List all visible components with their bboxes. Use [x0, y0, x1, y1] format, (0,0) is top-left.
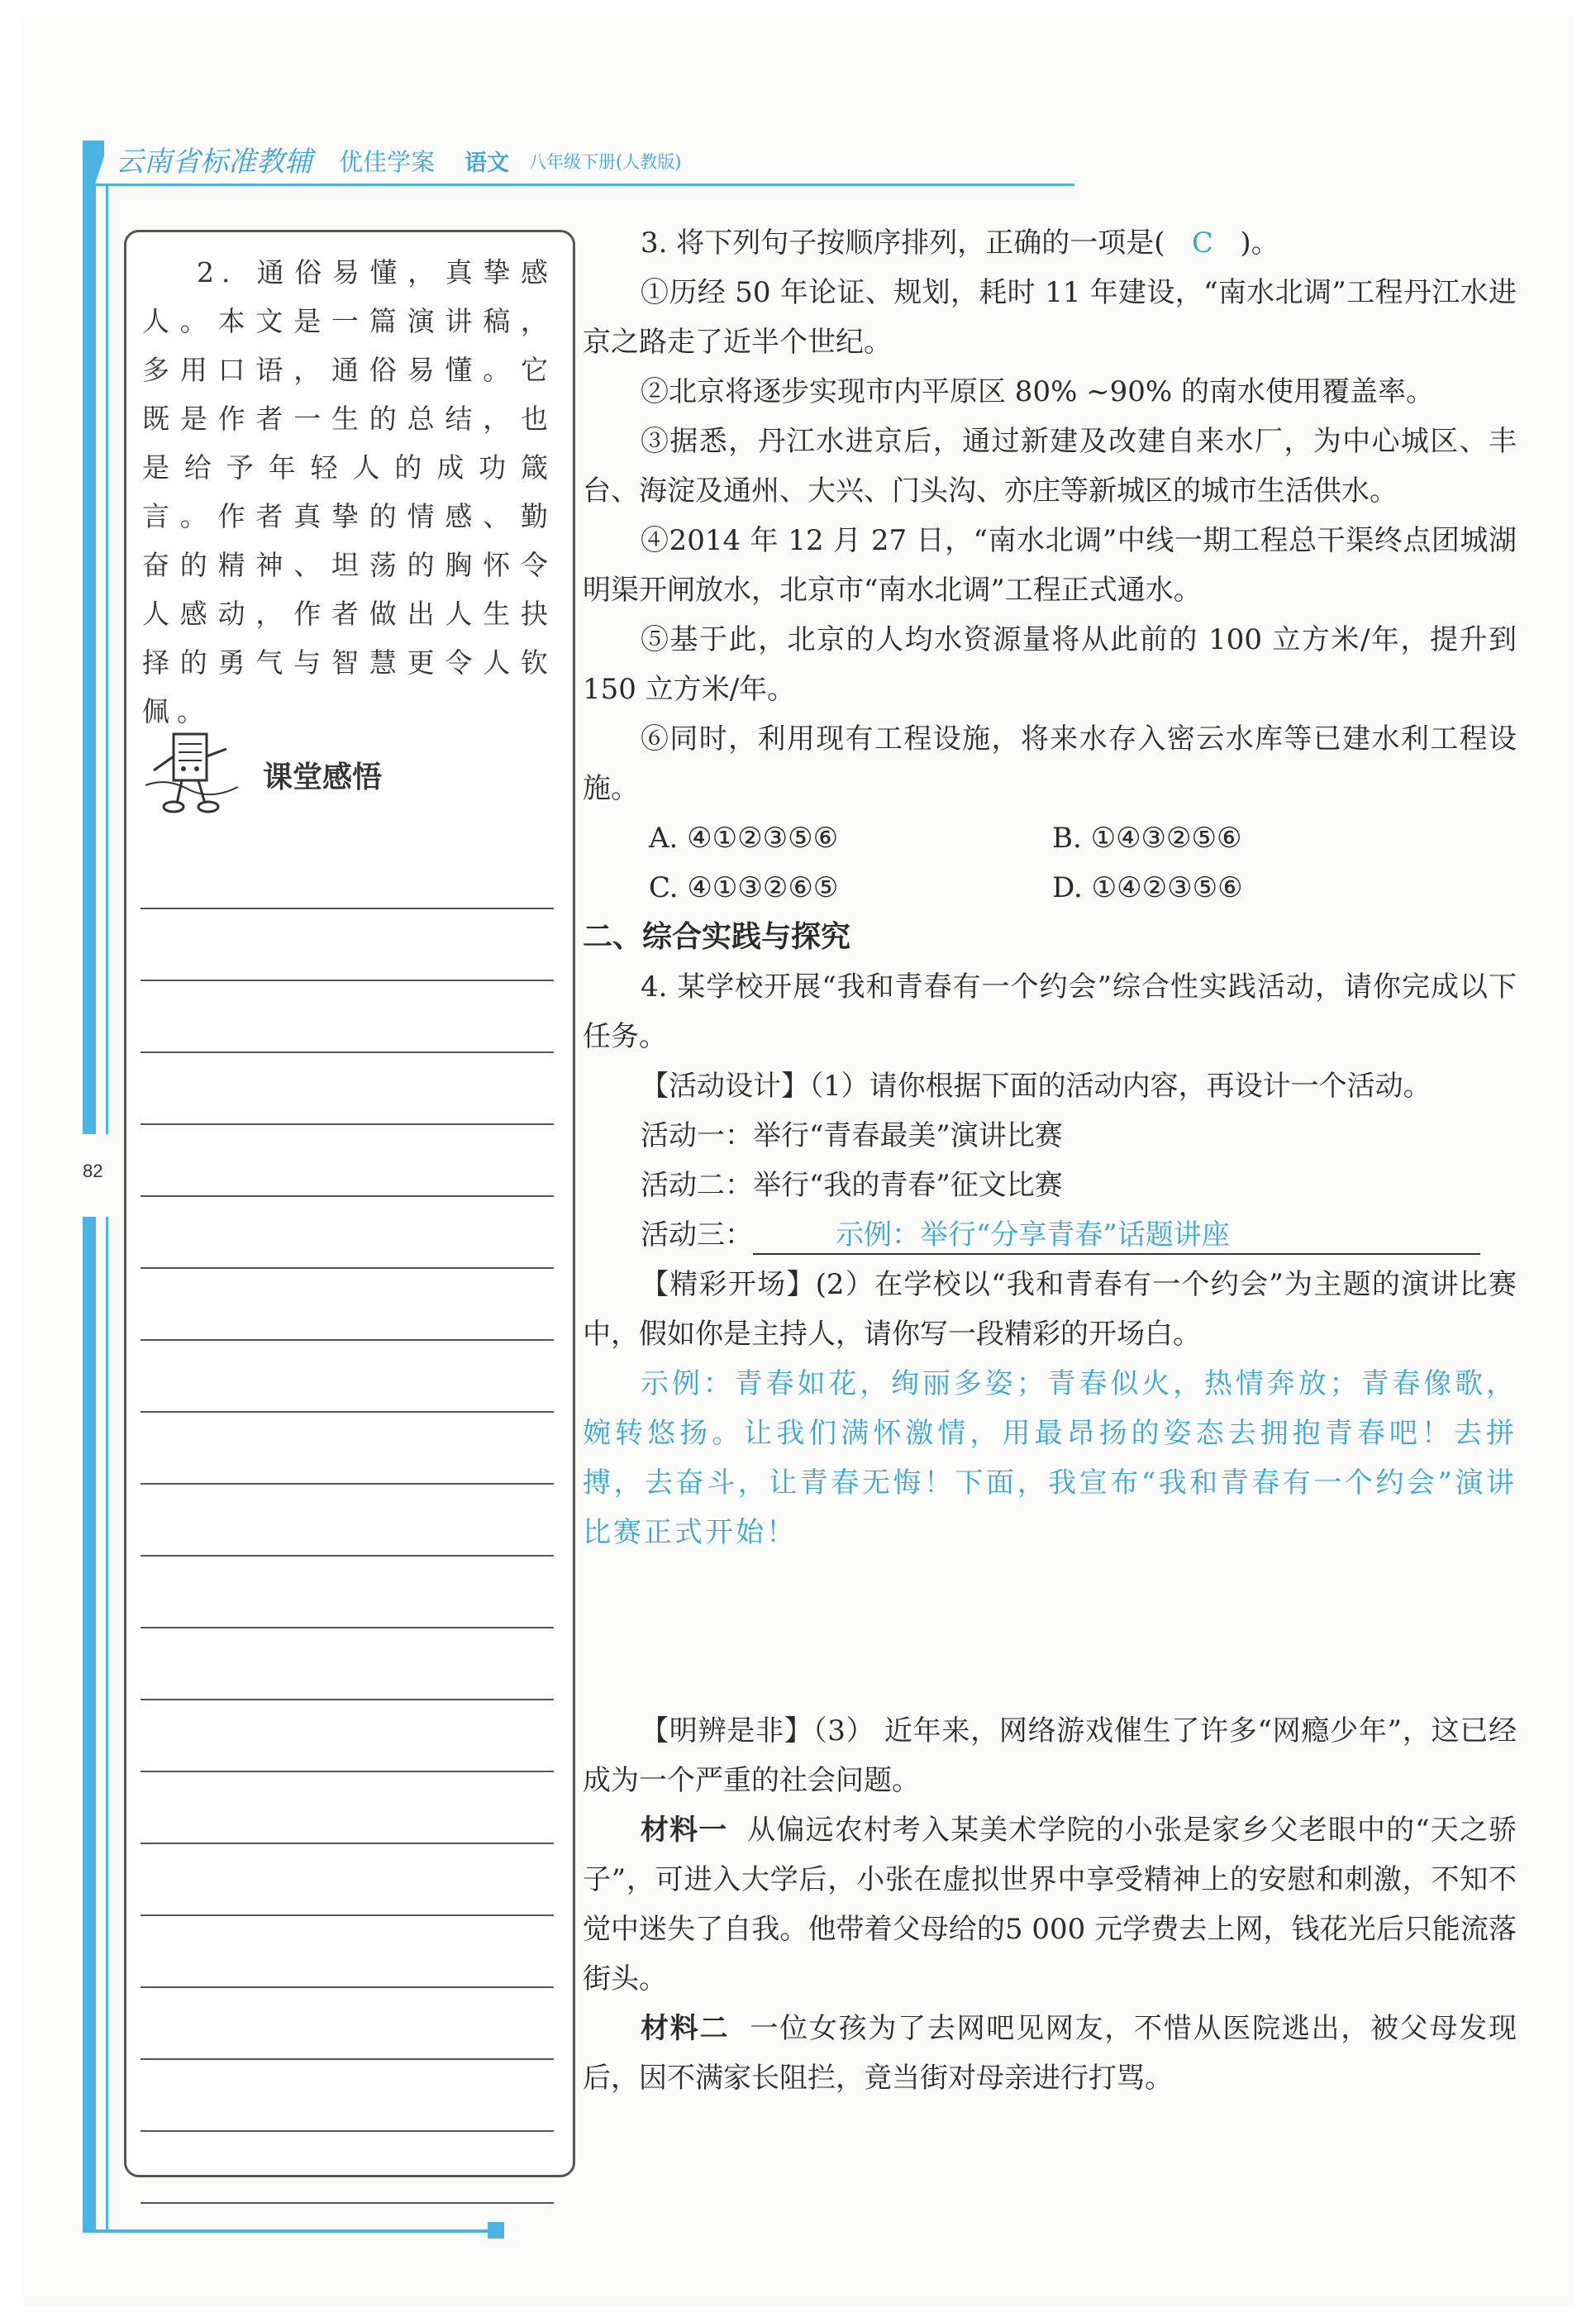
material-2-label: 材料二 — [641, 2012, 730, 2045]
question-3-options — [583, 813, 1517, 913]
notebook-character-icon — [142, 727, 241, 818]
opening-answer: 示例：青春如花，绚丽多姿；青春似火，热情奔放；青春像歌，婉转悠扬。让我们满怀激情，用最昂扬的姿态去拥抱青春吧！去拼搏，去奋斗，让青春无悔！下面，我宣布“我和青春有一个约会”演讲比赛正式开始！ — [583, 1367, 1517, 1549]
answer-space — [583, 1557, 1517, 1706]
sentence-2: ②北京将逐步实现市内平原区 80% ~90% 的南水使用覆盖率。 — [641, 375, 1435, 408]
sentence-4: ④2014 年 12 月 27 日，“南水北调”中线一期工程总干渠终点团城湖明渠开闸放水，北京市“南水北调”工程正式通水。 — [583, 524, 1517, 607]
grade-label: 八年级下册(人教版) — [529, 152, 682, 172]
judge-prompt: 【明辨是非】（3） 近年来，网络游戏催生了许多“网瘾少年”，这已经成为一个严重的社会问题。 — [583, 1714, 1517, 1797]
activity-design-label: 【活动设计】 — [641, 1070, 809, 1103]
writing-line — [141, 1986, 554, 1988]
subject-name: 语文 — [465, 150, 509, 176]
option-a: A. ④①②③⑤⑥ — [649, 822, 839, 855]
option-d: D. ①④②③⑤⑥ — [1052, 871, 1243, 904]
section-2-title: 二、综合实践与探究 — [583, 920, 851, 954]
writing-line — [141, 1914, 554, 1916]
writing-line — [141, 2058, 554, 2060]
writing-line — [141, 980, 554, 981]
writing-lines — [141, 908, 554, 2274]
opening-label: 【精彩开场】 — [641, 1268, 816, 1301]
writing-line — [141, 1195, 554, 1197]
writing-line — [141, 1843, 554, 1844]
question-4-intro: 4. 某学校开展“我和青春有一个约会”综合性实践活动，请你完成以下任务。 — [583, 970, 1517, 1053]
activity-3: 活动三： 示例：举行“分享青春”话题讲座 — [583, 1210, 1517, 1260]
sentence-6: ⑥同时，利用现有工程设施，将来水存入密云水库等已建水利工程设施。 — [583, 722, 1517, 805]
sidebar-text — [142, 248, 555, 736]
writing-line — [141, 1123, 554, 1125]
writing-line — [141, 2202, 554, 2204]
writing-line — [141, 1699, 554, 1700]
writing-line — [141, 2130, 554, 2132]
activity-1: 活动一：举行“青春最美”演讲比赛 — [641, 1119, 1063, 1152]
sidebar-paragraph: 2. 通俗易懂，真挚感人。本文是一篇演讲稿，多用口语，通俗易懂。它既是作者一生的总结，也是给予年轻人的成功箴言。作者真挚的情感、勤奋的精神、坦荡的胸怀令人感动，作者做出人生抉择的勇气与智慧更令人钦佩。 — [142, 256, 555, 727]
question-3-answer: C — [1191, 226, 1213, 260]
activity-3-answer: 示例：举行“分享青春”话题讲座 — [836, 1218, 1230, 1252]
page-number: 82 — [83, 1161, 103, 1181]
writing-line — [141, 1411, 554, 1413]
writing-line — [141, 1555, 554, 1557]
writing-line — [141, 1267, 554, 1269]
activity-2: 活动二：举行“我的青春”征文比赛 — [641, 1169, 1063, 1202]
series-name: 云南省标准教辅 — [116, 145, 312, 179]
judge-label: 【明辨是非】 — [641, 1714, 813, 1747]
writing-line — [141, 1483, 554, 1485]
sentence-3: ③据悉，丹江水进京后，通过新建及改建自来水厂，为中心城区、丰台、海淀及通州、大兴、门头沟、亦庄等新城区的城市生活供水。 — [583, 425, 1517, 508]
writing-line — [141, 1051, 554, 1053]
option-c: C. ④①③②⑥⑤ — [649, 871, 839, 904]
book-name: 优佳学案 — [339, 148, 436, 176]
material-1-label: 材料一 — [641, 1814, 728, 1847]
sentence-5: ⑤基于此，北京的人均水资源量将从此前的 100 立方米/年，提升到 150 立方米/年。 — [583, 623, 1517, 706]
material-2: 材料二 一位女孩为了去网吧见网友，不惜从医院逃出，被父母发现后，因不满家长阻拦，竟当街对母亲进行打骂。 — [583, 2012, 1517, 2095]
question-3-stem: 3. 将下列句子按顺序排列，正确的一项是( C )。 — [641, 226, 1279, 260]
header-divider — [83, 184, 1074, 186]
activity-3-answer-blank — [753, 1217, 1480, 1255]
activity-design: 【活动设计】（1）请你根据下面的活动内容，再设计一个活动。 — [641, 1070, 1432, 1103]
material-1: 材料一 从偏远农村考入某美术学院的小张是家乡父老眼中的“天之骄子”，可进入大学后，小张在虚拟世界中享受精神上的安慰和刺激，不知不觉中迷失了自我。他带着父母给的5 000 元学费去上网，钱花光后只能流落街头。 — [583, 1814, 1517, 1995]
option-b: B. ①④③②⑤⑥ — [1052, 822, 1242, 855]
writing-line — [141, 908, 554, 909]
writing-line — [141, 1771, 554, 1772]
writing-line — [141, 1339, 554, 1341]
sentence-1: ①历经 50 年论证、规划，耗时 11 年建设，“南水北调”工程丹江水进京之路走了近半个世纪。 — [583, 276, 1517, 359]
writing-line — [141, 1627, 554, 1628]
main-column — [583, 218, 1517, 2103]
opening-prompt: 【精彩开场】(2）在学校以“我和青春有一个约会”为主题的演讲比赛中，假如你是主持人，请你写一段精彩的开场白。 — [583, 1268, 1517, 1351]
note-title: 课堂感悟 — [263, 760, 383, 794]
